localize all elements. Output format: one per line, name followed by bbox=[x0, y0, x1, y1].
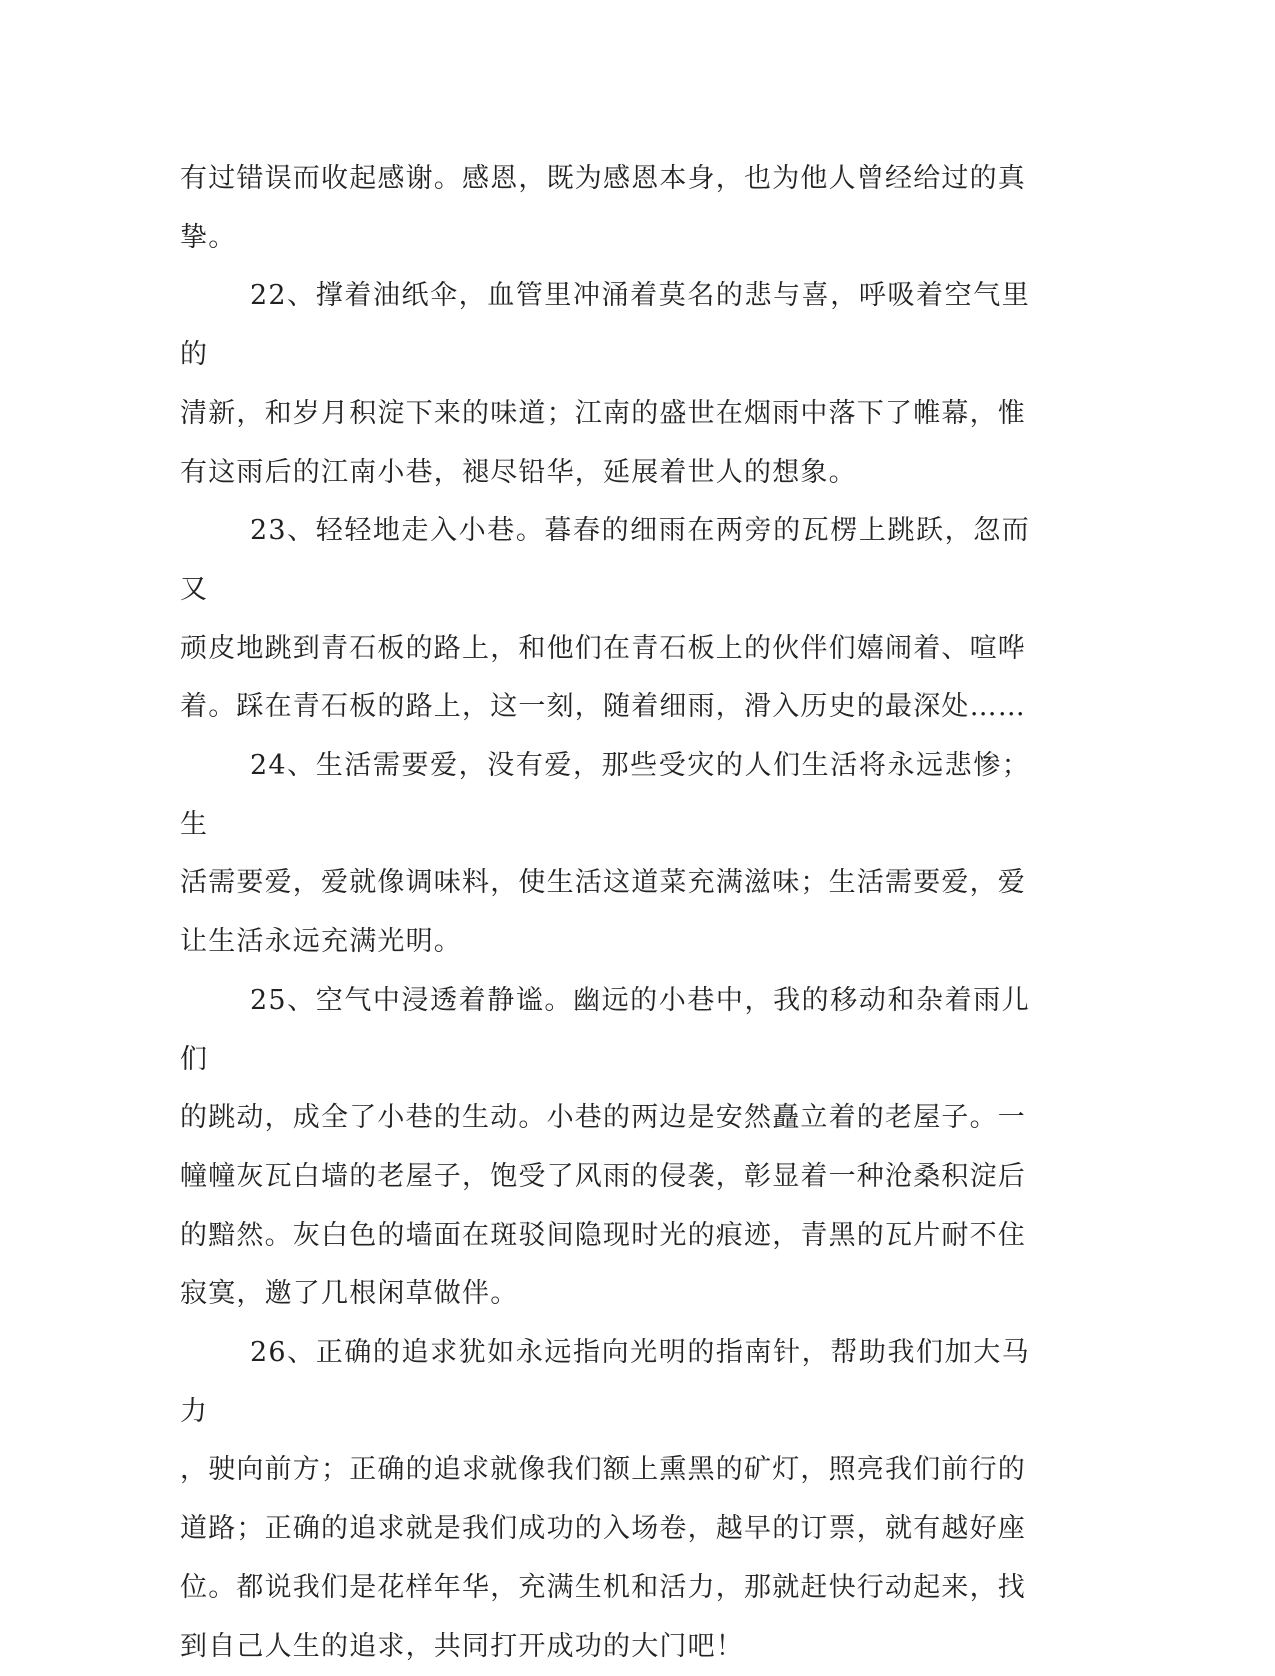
paragraph-line: 24、生活需要爱，没有爱，那些受灾的人们生活将永远悲惨；生 bbox=[180, 750, 1030, 840]
paragraph-line: ，驶向前方；正确的追求就像我们额上熏黑的矿灯，照亮我们前行的 bbox=[180, 1454, 1026, 1486]
paragraph-line: 有过错误而收起感谢。感恩，既为感恩本身，也为他人曾经给过的真 bbox=[180, 163, 1026, 194]
paragraph bbox=[180, 737, 1030, 972]
paragraph-line: 的黯然。灰白色的墙面在斑驳间隐现时光的痕迹，青黑的瓦片耐不住 bbox=[180, 1219, 1026, 1251]
paragraph-line: 活需要爱，爱就像调味料，使生活这道菜充满滋味；生活需要爱，爱 bbox=[180, 867, 1026, 899]
paragraph-line: 清新，和岁月积淀下来的味道；江南的盛世在烟雨中落下了帷幕，惟 bbox=[180, 397, 1026, 429]
paragraph-line: 的跳动，成全了小巷的生动。小巷的两边是安然矗立着的老屋子。一 bbox=[180, 1102, 1026, 1134]
paragraph-line: 着。踩在青石板的路上，这一刻，随着细雨，滑入历史的最深处…… bbox=[180, 691, 1026, 723]
paragraph bbox=[180, 1324, 1030, 1676]
paragraph-line: 寂寞，邀了几根闲草做伴。 bbox=[180, 1278, 519, 1310]
paragraph-line: 26、正确的追求犹如永远指向光明的指南针，帮助我们加大马力 bbox=[180, 1337, 1030, 1427]
paragraph-line: 顽皮地跳到青石板的路上，和他们在青石板上的伙伴们嬉闹着、喧哗 bbox=[180, 632, 1026, 664]
paragraph-line: 23、轻轻地走入小巷。暮春的细雨在两旁的瓦楞上跳跃，忽而又 bbox=[180, 515, 1030, 605]
paragraph-line: 到自己人生的追求，共同打开成功的大门吧！ bbox=[180, 1630, 744, 1662]
paragraph-line: 位。都说我们是花样年华，充满生机和活力，那就赶快行动起来，找 bbox=[180, 1571, 1026, 1603]
paragraph-line: 22、撑着油纸伞，血管里冲涌着莫名的悲与喜，呼吸着空气里的 bbox=[180, 280, 1030, 371]
paragraph-line: 挚。 bbox=[180, 221, 237, 253]
paragraph bbox=[180, 972, 1030, 1324]
document-body bbox=[180, 150, 1030, 1676]
paragraph-line: 25、空气中浸透着静谧。幽远的小巷中，我的移动和杂着雨儿们 bbox=[180, 984, 1030, 1075]
paragraph bbox=[180, 150, 1030, 267]
paragraph bbox=[180, 502, 1030, 737]
paragraph-line: 有这雨后的江南小巷，褪尽铅华，延展着世人的想象。 bbox=[180, 456, 857, 488]
paragraph bbox=[180, 267, 1030, 502]
paragraph-line: 道路；正确的追求就是我们成功的入场卷，越早的订票，就有越好座 bbox=[180, 1513, 1026, 1545]
paragraph-line: 让生活永远充满光明。 bbox=[180, 926, 462, 958]
paragraph-line: 幢幢灰瓦白墙的老屋子，饱受了风雨的侵袭，彰显着一种沧桑积淀后 bbox=[180, 1160, 1026, 1192]
